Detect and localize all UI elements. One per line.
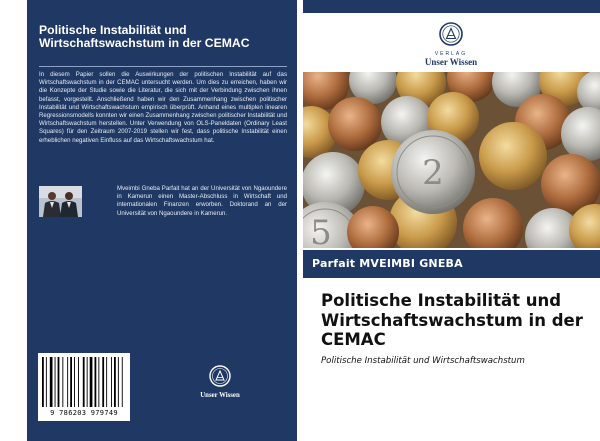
author-name: Parfait MVEIMBI GNEBA — [312, 257, 463, 270]
book-title: Politische Instabilität und Wirtschaftswachstum in der CEMAC — [321, 291, 583, 349]
svg-text:5: 5 — [310, 213, 332, 248]
front-publisher-logo — [411, 22, 491, 67]
back-cover-blurb: In diesem Papier sollen die Auswirkungen der politischen Instabilität auf das Wirtschaftswachstum in der CEMAC untersucht werden. Um dies zu erreichen, haben wir die Konzepte der Studie sowie die Literatur, die sich mit der Verbindung zwischen ihnen befasst, vorgestellt. Anschließend haben wir den Zusammenhang zwischen politischer Instabilität und Wirtschaftswachstum empirisch überprüft. Anhand eines multiplen linearen Regressionsmodells konnten wir einen Zusammenhang zwischen politischer Instabilität und Wirtschaftswachstum herstellen. Unter Verwendung von OLS-Paneldaten (Ordinary Least Squares) für den Zeitraum 2007-2019 stellen wir fest, dass politische Instabilität einen erheblichen negativen Einfluss auf das Wirtschaftswachstum hat. — [39, 71, 287, 144]
publisher-seal-icon — [209, 365, 231, 387]
author-band — [303, 250, 600, 278]
front-top-band — [303, 0, 600, 13]
front-publisher-name: Unser Wissen — [424, 57, 478, 67]
back-publisher-logo — [190, 365, 250, 399]
book-subtitle: Politische Instabilität und Wirtschaftswachstum — [321, 356, 525, 366]
publisher-seal-icon — [438, 22, 464, 46]
back-cover-title: Politische Instabilität und Wirtschaftswachstum in der CEMAC — [39, 23, 250, 50]
barcode-bars — [42, 357, 126, 407]
author-bio: Mveimbi Gneba Parfait hat an der Universität von Ngaoundere in Kamerun einen Master-Abschluss in Wirtschaft und internationalen Finanzen erworben. Doktorand an der Universität von Ngaoundere in Kamerun. — [117, 185, 287, 217]
coins-photo — [303, 72, 600, 248]
svg-text:2: 2 — [422, 153, 444, 193]
back-cover — [27, 0, 297, 441]
author-photo — [39, 186, 82, 217]
publisher-label: VERLAG — [434, 51, 468, 57]
isbn-number: 9 786203 979749 — [50, 409, 118, 417]
back-cover-divider — [39, 66, 287, 67]
back-publisher-name: Unser Wissen — [200, 392, 240, 399]
isbn-barcode — [38, 353, 130, 421]
front-cover — [303, 0, 600, 441]
